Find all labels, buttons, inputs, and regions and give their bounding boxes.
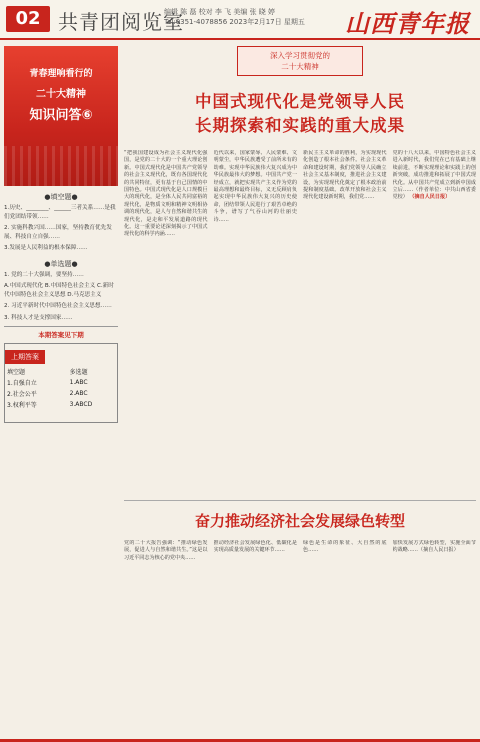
- choice-item: A.中国式现代化 B.中国特色社会主义 C.新时代中国特色社会主义思想 D.马克思主义: [4, 283, 114, 298]
- fill-blank-title: ●填空题●: [44, 193, 78, 201]
- answer-cell: 3.权利平等: [7, 402, 37, 409]
- article-source: （摘自人民日报）: [409, 194, 451, 201]
- fill-item: 2. 实施科教兴国……国家，坚持教育优先发展、科技自立自强……: [4, 225, 112, 240]
- fill-item: 1.历史、________、______三者关系……是我们党团结带领……: [4, 205, 116, 220]
- banner-top: 青春理响看行的: [29, 69, 93, 79]
- banner-bottom: 知识问答⑥: [29, 108, 93, 123]
- article-headline: [124, 90, 476, 138]
- choice-item: 3. 科技人才是支撑国家……: [4, 314, 73, 321]
- editor-credits: [164, 7, 305, 27]
- article-column: [393, 150, 477, 440]
- newspaper-logo: 山西青年报: [345, 9, 470, 38]
- page-number: 02: [6, 6, 50, 32]
- table-row: [5, 388, 117, 399]
- quiz-banner: [4, 46, 118, 186]
- second-headline: 奋力推动经济社会发展绿色转型: [194, 512, 405, 530]
- choice-item: 2. 习近平新时代中国特色社会主义思想……: [4, 303, 112, 309]
- choice-item: 1. 党的二十大强调，要坚持……: [4, 271, 84, 278]
- article-body: [124, 150, 476, 440]
- article-column: 推动经济社会发展绿色化、低碳化是实现高质量发展的关键环节……: [213, 540, 297, 554]
- article-column: 绿色是生命的象征、大自然的底色……: [303, 540, 387, 554]
- article-divider: [124, 500, 476, 501]
- masthead: [0, 0, 480, 40]
- headline-line: 中国式现代化是党领导人民: [195, 92, 405, 111]
- table-row: [5, 377, 117, 388]
- editor-line: 编辑 陈 磊 校对 李 飞 美编 张 晓 婷: [164, 8, 276, 16]
- answers-col-fill: 填空题: [7, 369, 26, 376]
- article-kicker: [237, 46, 363, 76]
- answer-cell: 1.自强自立: [7, 380, 37, 387]
- table-row: [5, 399, 117, 410]
- last-answers-box: [4, 343, 118, 423]
- article-column: 党的二十大报告强调：“推动绿色发展，促进人与自然和谐共生。”这是以习近平同志为核心的党中央……: [124, 540, 208, 561]
- kicker-line: 深入学习贯彻党的: [270, 51, 330, 60]
- answers-col-multi: 多选题: [69, 369, 88, 376]
- answer-cell: 3.ABCD: [69, 401, 93, 408]
- second-article-body: [124, 540, 476, 736]
- banner-mid: 二十大精神: [36, 89, 86, 100]
- article-column: “把我国建设成为社会主义现代化强国，是党的二十大的一个重大理论创新。中国式现代化是中国共产党领导的社会主义现代化，既有各国现代化的共同特征，更有基于自己国情的中国特色。中国式现代化是人口规模巨大的现代化，是全体人民共同富裕的现代化，是物质文明和精神文明相协调的现代化，是人与自然和谐共生的现代化，是走和平发展道路的现代化。这一重要论述深刻揭示了中国式现代化的科学内涵……: [124, 150, 208, 238]
- article-column: 近代以来，国家蒙辱、人民蒙难、文明蒙尘，中华民族遭受了前所未有的劫难。实现中华民族伟大复兴成为中华民族最伟大的梦想。中国共产党一经成立，就把实现共产主义作为党的最高理想和最终目标，义无反顾肩负起实现中华民族伟大复兴的历史使命，团结带领人民进行了艰苦卓绝的斗争，谱写了气吞山河的壮丽史诗……: [213, 150, 297, 223]
- sidebar-quiz: [4, 46, 118, 736]
- answer-cell: 2.社会公平: [7, 391, 37, 398]
- single-choice-list: [4, 271, 118, 323]
- answers-table: [5, 366, 117, 410]
- kicker-line: 二十大精神: [281, 62, 319, 71]
- answer-cell: 2.ABC: [69, 390, 88, 397]
- answers-header: [5, 366, 117, 377]
- date-line: Tel:0351-4078856 2023年2月17日 星期五: [164, 18, 305, 26]
- single-choice-title: ●单选题●: [44, 259, 78, 268]
- article-column: 加快发展方式绿色转型，实施全面节约战略……（摘自人民日报）: [392, 540, 476, 554]
- last-answers-tab: 上期答案: [5, 350, 45, 364]
- column-text: 党的十八大以来，中国特色社会主义进入新时代，我们党在已有基础上继续前进，不断实现理论和实践上的创新突破，成功推进和拓展了中国式现代化。从中国共产党成立到新中国成立后……（作者单位：中共山西省委党校）: [392, 150, 476, 201]
- answer-cell: 1.ABC: [69, 379, 88, 386]
- fill-blank-list: [4, 204, 118, 253]
- fill-item: 3.发展是人民利益的根本保障……: [4, 245, 88, 251]
- answers-note: 本期答案见下期: [4, 326, 118, 339]
- section-title: 共青团阅览室: [58, 10, 184, 34]
- article-column: 新民主主义革命的胜利，为实现现代化创造了根本社会条件。社会主义革命和建设时期，我们党领导人民确立社会主义基本制度，推进社会主义建设，为实现现代化奠定了根本政治前提和制度基础。改革开放和社会主义现代化建设新时期，我们党……: [303, 150, 387, 201]
- headline-line: 长期探索和实践的重大成果: [195, 116, 405, 135]
- main-article: [124, 46, 476, 440]
